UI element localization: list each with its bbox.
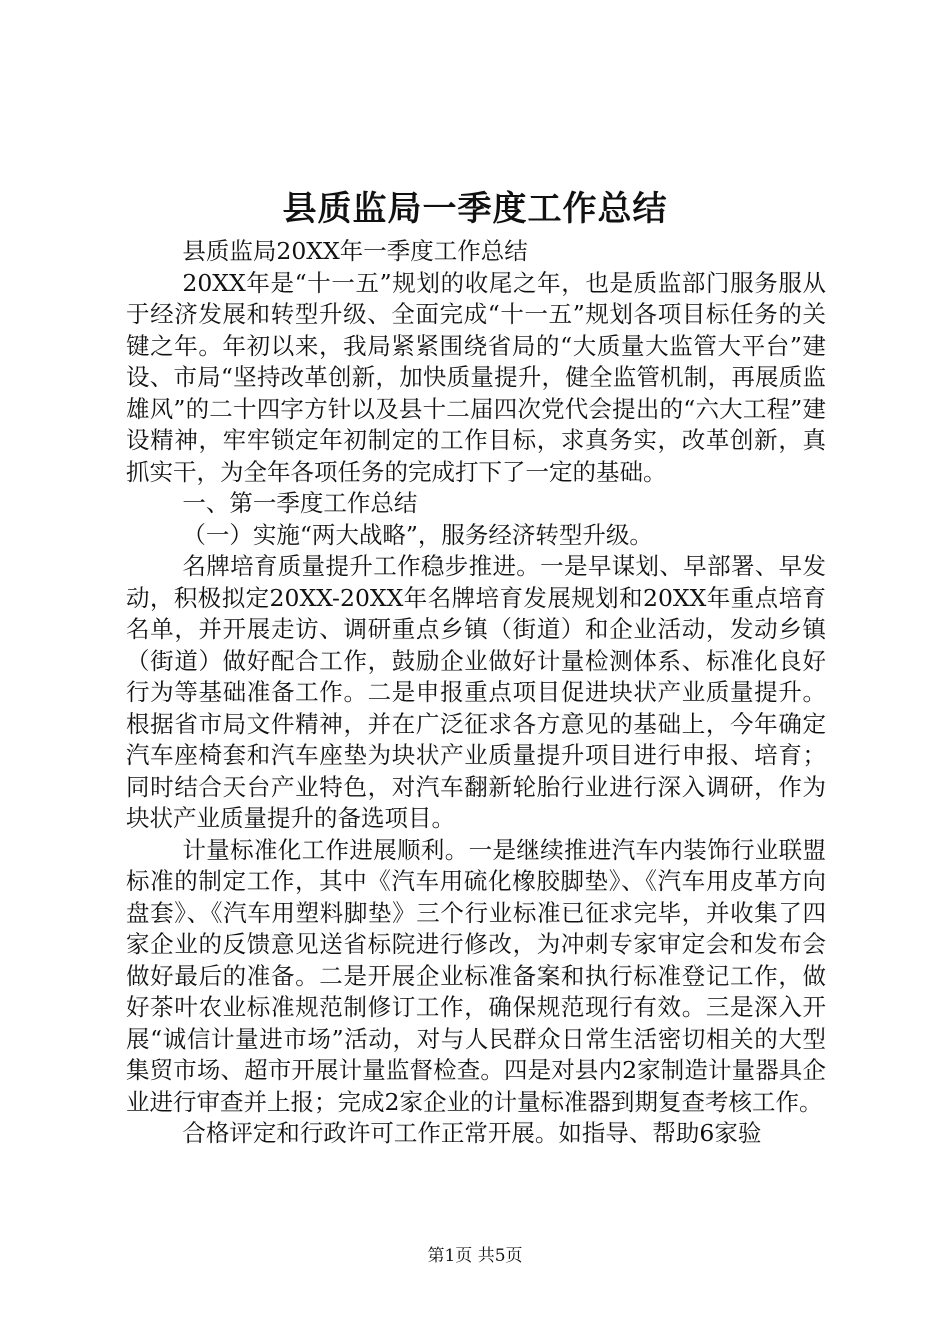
paragraph-brand-cultivation: 名牌培育质量提升工作稳步推进。一是早谋划、早部署、早发动，积极拟定20XX-20XX年名牌培育发展规划和20XX年重点培育名单，并开展走访、调研重点乡镇（街道）和企业活动，发动乡镇（街道）做好配合工作，鼓励企业做好计量检测体系、标准化良好行为等基础准备工作。二是申报重点项目促进块状产业质量提升。根据省市局文件精神，并在广泛征求各方意见的基础上，今年确定汽车座椅套和汽车座垫为块状产业质量提升项目进行申报、培育；同时结合天台产业特色，对汽车翻新轮胎行业进行深入调研，作为块状产业质量提升的备选项目。 <box>126 552 826 832</box>
paragraph-heading-line: 县质监局20XX年一季度工作总结 <box>182 237 528 265</box>
section-heading: 一、第一季度工作总结 <box>182 489 418 517</box>
document-title: 县质监局一季度工作总结 <box>282 189 668 229</box>
paragraph-intro: 20XX年是“十一五”规划的收尾之年，也是质监部门服务服从于经济发展和转型升级、全面完成“十一五”规划各项目标任务的关键之年。年初以来，我局紧紧围绕省局的“大质量大监管大平台”建设、市局“坚持改革创新，加快质量提升，健全监管机制，再展质监雄风”的二十四字方针以及县十二届四次党代会提出的“六大工程”建设精神，牢牢锁定年初制定的工作目标，求真务实，改革创新，真抓实干，为全年各项任务的完成打下了一定的基础。 <box>126 268 826 486</box>
paragraph-metrology-standards: 计量标准化工作进展顺利。一是继续推进汽车内装饰行业联盟标准的制定工作，其中《汽车用硫化橡胶脚垫》、《汽车用皮革方向盘套》、《汽车用塑料脚垫》三个行业标准已征求完毕，并收集了四家企业的反馈意见送省标院进行修改，为冲刺专家审定会和发布会做好最后的准备。二是开展企业标准备案和执行标准登记工作，做好茶叶农业标准规范制修订工作，确保规范现行有效。三是深入开展“诚信计量进市场”活动，对与人民群众日常生活密切相关的大型集贸市场、超市开展计量监督检查。四是对县内2家制造计量器具企业进行审查并上报；完成2家企业的计量标准器到期复查考核工作。 <box>126 835 826 1116</box>
paragraph-conformity-assessment: 合格评定和行政许可工作正常开展。如指导、帮助6家验 <box>182 1119 762 1147</box>
document-body <box>126 236 826 1150</box>
subsection-heading: （一）实施“两大战略”，服务经济转型升级。 <box>182 520 653 549</box>
page-number-footer: 第1页 共5页 <box>427 1246 523 1266</box>
